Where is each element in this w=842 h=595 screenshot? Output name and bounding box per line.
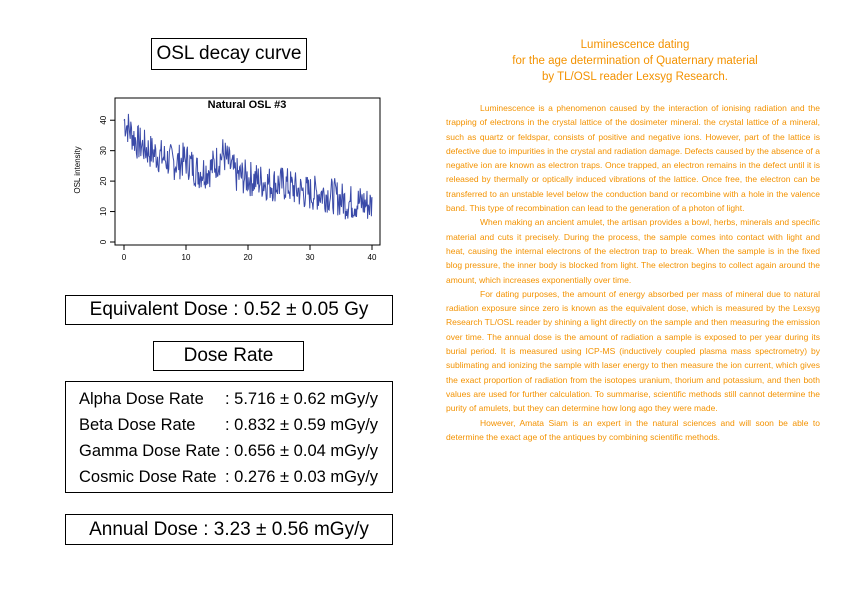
cosmic-dose-row <box>79 468 378 487</box>
gamma-dose-row <box>79 442 378 461</box>
y-tick-label: 10 <box>99 207 108 217</box>
y-tick-label: 40 <box>99 115 108 125</box>
y-tick-label: 20 <box>99 176 108 186</box>
x-tick-label: 0 <box>121 253 127 262</box>
article-body <box>446 101 820 444</box>
beta-dose-row <box>79 416 378 435</box>
rate-value: : 5.716 ± 0.62 mGy/y <box>225 390 379 408</box>
x-tick-label: 10 <box>181 253 191 262</box>
osl-decay-title: OSL decay curve <box>151 38 307 70</box>
title-line: by TL/OSL reader Lexsyg Research. <box>541 71 728 83</box>
rate-label: Beta Dose Rate <box>79 416 196 434</box>
title-line: Luminescence dating <box>580 39 690 51</box>
y-tick-label: 30 <box>99 146 108 156</box>
y-axis-label: OSL intensity <box>73 146 82 194</box>
title-line: for the age determination of Quaternary material <box>512 55 758 67</box>
article-title <box>440 37 830 85</box>
rate-value: : 0.656 ± 0.04 mGy/y <box>225 442 379 460</box>
osl-series-line <box>124 114 372 219</box>
x-tick-label: 20 <box>243 253 253 262</box>
rate-value: : 0.276 ± 0.03 mGy/y <box>225 468 379 486</box>
body-paragraph: Luminescence is a phenomenon caused by the interaction of ionising radiation and the trapping of electrons in the crystal lattice of the dosimeter mineral. the crystal lattice of a mineral, such as quartz or feldspar, consists of positive and negative ions. However, part of the lattice is defective due to impurities in the crystal and radiation damage. Defects caused by the absence of a negative ion are known as electron traps. Once trapped, an electron remains in the defect until it is released by thermally or optically induced vibrations of the lattice. Once free, the electron can be transferred to an unstable level below the conduction band or recombine with a hole in the valence band. This type of recombination can lead to the generation of a photon of light. <box>446 103 820 214</box>
x-tick-label: 40 <box>367 253 377 262</box>
dose-rates-table <box>65 381 393 493</box>
chart-title: Natural OSL #3 <box>207 99 287 111</box>
rate-value: : 0.832 ± 0.59 mGy/y <box>225 416 379 434</box>
alpha-dose-row <box>79 390 378 409</box>
body-paragraph: However, Amata Siam is an expert in the natural sciences and will soon be able to determine the exact age of the antiques by combining scientific methods. <box>446 417 820 442</box>
rate-label: Cosmic Dose Rate <box>79 468 217 486</box>
annual-dose: Annual Dose : 3.23 ± 0.56 mGy/y <box>65 514 393 545</box>
rate-label: Gamma Dose Rate <box>79 442 221 460</box>
rate-label: Alpha Dose Rate <box>79 390 204 408</box>
equivalent-dose: Equivalent Dose : 0.52 ± 0.05 Gy <box>65 295 393 325</box>
body-paragraph: When making an ancient amulet, the artisan provides a bowl, herbs, minerals and specific material and cuts it precisely. During the process, the sample comes into contact with light and heat, causing the internal electrons of the electron trap to break. When the sample is in the fixed blog pressure, the inner body is blocked from light. The electron begins to collect again around the amount, which increases exponentially over time. <box>446 217 820 285</box>
x-tick-label: 30 <box>305 253 315 262</box>
osl-decay-chart <box>60 90 392 275</box>
body-paragraph: For dating purposes, the amount of energy absorbed per mass of mineral due to natural radiation exposure since zero is known as the equivalent dose, which is measured by the Lexsyg Research TL/OSL reader by shining a light directly on the sample and then measuring the emission over time. The annual dose is the amount of radiation a sample is exposed to per year during its burial period. It is measured using ICP-MS (inductively coupled plasma mass spectrometry) by sublimating and ionizing the sample with laser energy to then measure the ion current, which gives the exact proportion of radiation from the isotopes uranium, thorium and potassium, and then both values are used for further calculation. To summarise, scientific methods still cannot determine the purity of amulets, but they can determine how long ago they were made. <box>446 288 820 414</box>
dose-rate-heading: Dose Rate <box>153 341 304 371</box>
y-tick-label: 0 <box>99 239 108 245</box>
